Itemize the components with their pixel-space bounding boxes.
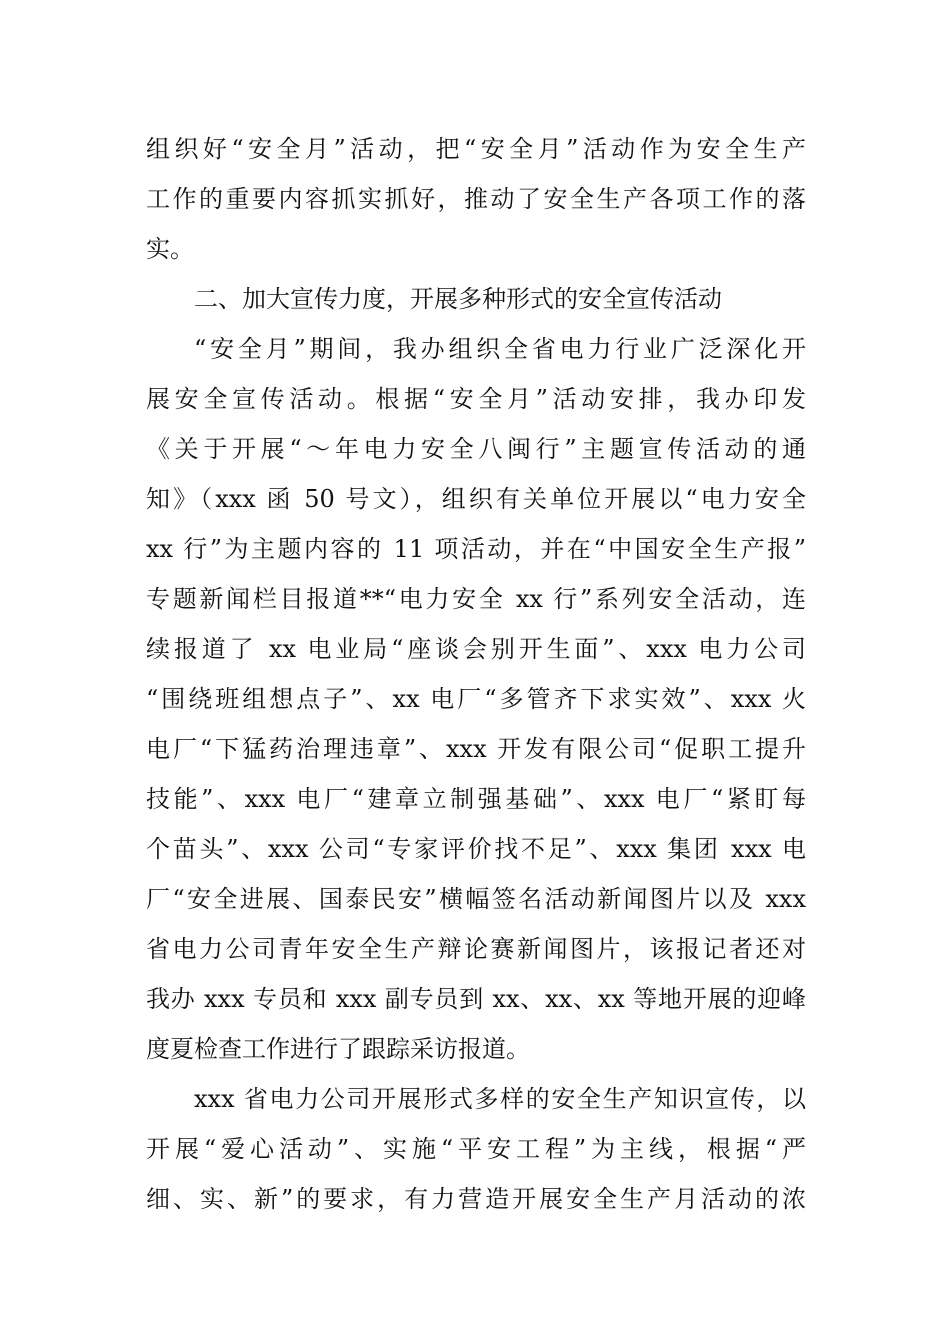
text-line: xx 行”为主题内容的 11 项活动，并在“中国安全生产报” bbox=[146, 535, 806, 563]
text-line: 厂“安全进展、国泰民安”横幅签名活动新闻图片以及 xxx bbox=[146, 885, 806, 913]
text-line: 度夏检查工作进行了跟踪采访报道。 bbox=[146, 1035, 530, 1063]
text-line: 开展“爱心活动”、实施“平安工程”为主线，根据“严 bbox=[146, 1135, 806, 1163]
text-line: 工作的重要内容抓实抓好，推动了安全生产各项工作的落 bbox=[146, 185, 806, 213]
text-line: 技能”、xxx 电厂“建章立制强基础”、xxx 电厂“紧盯每 bbox=[146, 785, 806, 813]
text-line: 省电力公司青年安全生产辩论赛新闻图片，该报记者还对 bbox=[146, 935, 806, 963]
text-line: 专题新闻栏目报道**“电力安全 xx 行”系列安全活动，连 bbox=[146, 585, 806, 613]
text-line: “安全月”期间，我办组织全省电力行业广泛深化开 bbox=[194, 335, 806, 363]
text-line: 知》（xxx 函 50 号文），组织有关单位开展以“电力安全 bbox=[146, 485, 806, 513]
text-line: 组织好“安全月”活动，把“安全月”活动作为安全生产 bbox=[146, 135, 806, 163]
text-line: 电厂“下猛药治理违章”、xxx 开发有限公司“促职工提升 bbox=[146, 735, 806, 763]
section-heading: 二、加大宣传力度，开展多种形式的安全宣传活动 bbox=[194, 285, 722, 313]
text-line: 《关于开展“～年电力安全八闽行”主题宣传活动的通 bbox=[146, 435, 806, 463]
text-line: 续报道了 xx 电业局“座谈会别开生面”、xxx 电力公司 bbox=[146, 635, 806, 663]
text-line: 展安全宣传活动。根据“安全月”活动安排，我办印发 bbox=[146, 385, 806, 413]
text-line: xxx 省电力公司开展形式多样的安全生产知识宣传，以 bbox=[194, 1085, 806, 1113]
text-line: 我办 xxx 专员和 xxx 副专员到 xx、xx、xx 等地开展的迎峰 bbox=[146, 985, 806, 1013]
text-line: 实。 bbox=[146, 235, 194, 263]
text-line: 个苗头”、xxx 公司“专家评价找不足”、xxx 集团 xxx 电 bbox=[146, 835, 806, 863]
text-line: “围绕班组想点子”、xx 电厂“多管齐下求实效”、xxx 火 bbox=[146, 685, 806, 713]
text-line: 细、实、新”的要求，有力营造开展安全生产月活动的浓 bbox=[146, 1185, 806, 1213]
